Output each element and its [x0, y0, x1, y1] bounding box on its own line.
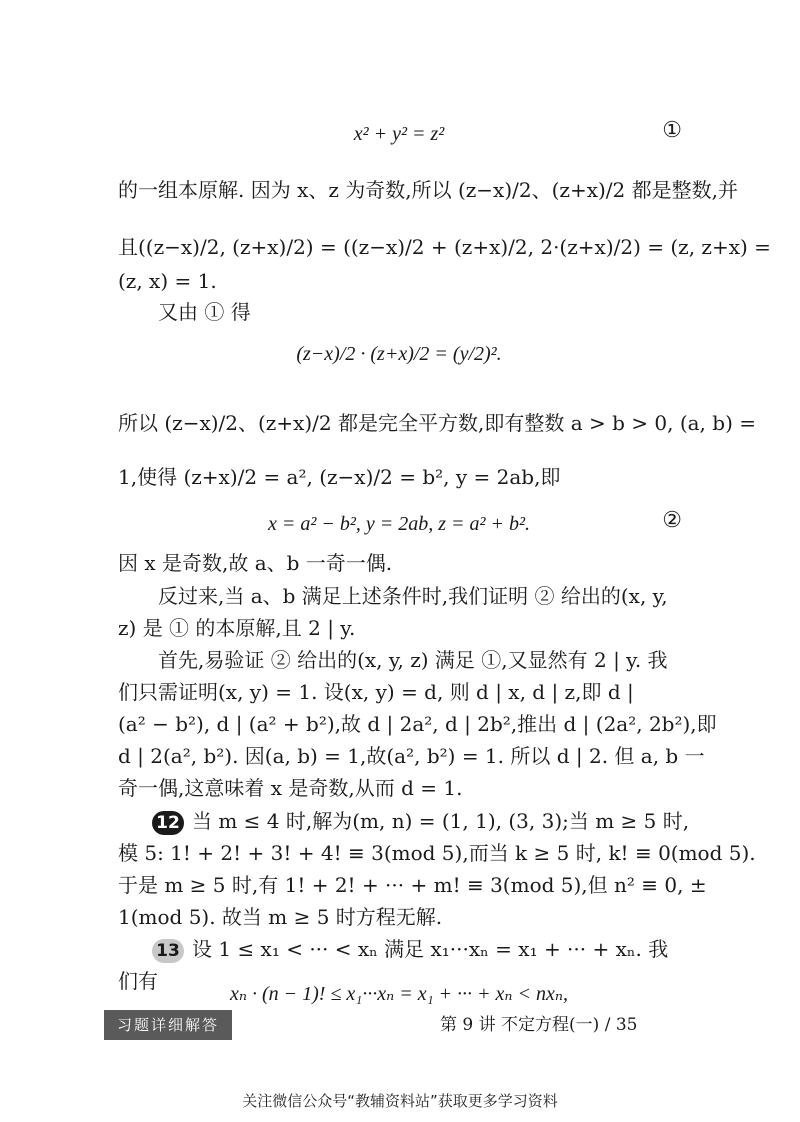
bottom-watermark-note: 关注微信公众号“教辅资料站”获取更多学习资料 [242, 1092, 558, 1110]
problem-13-line: 13 设 1 ≤ x₁ < ··· < xₙ 满足 x₁···xₙ = x₁ + ··· + xₙ. 我 [152, 934, 674, 964]
text-line: 因 x 是奇数,故 a、b 一奇一偶. [118, 551, 393, 575]
text-line: 所以 (z−x)/2、(z+x)/2 都是完全平方数,即有整数 a > b > 0, (a, b) = [118, 411, 756, 435]
text-line: d | 2(a², b²). 因(a, b) = 1,故(a², b²) = 1. 所以 d | 2. 但 a, b 一 [118, 744, 705, 768]
text-line: 首先,易验证 ② 给出的(x, y, z) 满足 ①,又显然有 2 | y. 我 [158, 648, 668, 672]
text-line: 们有 [118, 969, 158, 993]
equation-number-1: ① [662, 118, 682, 143]
problem-12-line: 12 当 m ≤ 4 时,解为(m, n) = (1, 1), (3, 3);当 m ≥ 5 时, [152, 806, 674, 836]
problem-number-badge: 12 [152, 811, 184, 835]
footer-section-tag: 习题详细解答 [104, 1010, 232, 1040]
text-line: 的一组本原解. 因为 x、z 为奇数,所以 (z−x)/2、(z+x)/2 都是整数,并 [118, 178, 738, 202]
text-line: 们只需证明(x, y) = 1. 设(x, y) = d, 则 d | x, d | z,即 d | [118, 680, 634, 704]
equation-number-2: ② [662, 508, 682, 533]
text-line: 1(mod 5). 故当 m ≥ 5 时方程无解. [118, 905, 443, 929]
equation-2: (z−x)/2 · (z+x)/2 = (y/2)². [296, 343, 502, 365]
equation-1: x² + y² = z² [353, 123, 445, 145]
problem-number-badge: 13 [152, 939, 184, 963]
text-line: 奇一偶,这意味着 x 是奇数,从而 d = 1. [118, 776, 463, 800]
text-line: z) 是 ① 的本原解,且 2 | y. [118, 616, 356, 640]
text-line: (z, x) = 1. [118, 269, 217, 293]
text-line: 又由 ① 得 [158, 300, 251, 324]
equation-3: x = a² − b², y = 2ab, z = a² + b². [267, 513, 530, 535]
equation-4: xₙ · (n − 1)! ≤ x₁···xₙ = x₁ + ··· + xₙ < nxₙ, [229, 983, 569, 1005]
text-line: (a² − b²), d | (a² + b²),故 d | 2a², d | 2b²,推出 d | (2a², 2b²),即 [118, 712, 717, 736]
text-line: 于是 m ≥ 5 时,有 1! + 2! + ··· + m! ≡ 3(mod 5),但 n² ≡ 0, ± [118, 873, 707, 897]
footer-page-label: 第 9 讲 不定方程(一) / 35 [440, 1015, 638, 1035]
text-line: 且((z−x)/2, (z+x)/2) = ((z−x)/2 + (z+x)/2, 2·(z+x)/2) = (z, z+x) = [118, 235, 771, 259]
text-line: 1,使得 (z+x)/2 = a², (z−x)/2 = b², y = 2ab,即 [118, 465, 561, 489]
text-line: 模 5: 1! + 2! + 3! + 4! ≡ 3(mod 5),而当 k ≥ 5 时, k! ≡ 0(mod 5). [118, 841, 756, 865]
text-line: 反过来,当 a、b 满足上述条件时,我们证明 ② 给出的(x, y, [158, 584, 668, 608]
